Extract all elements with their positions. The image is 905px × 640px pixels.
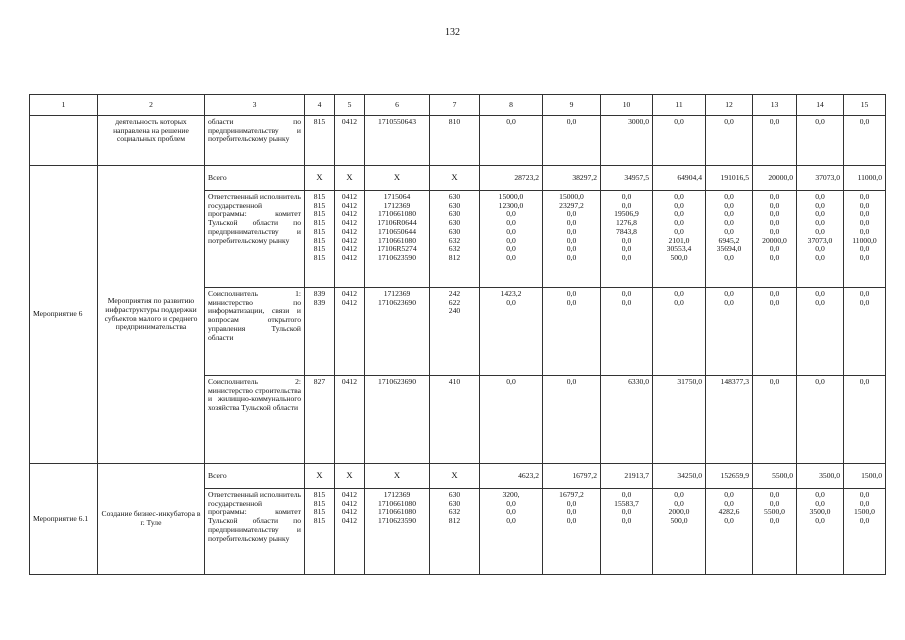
header-cell: 9 (543, 95, 601, 116)
table-cell: 0,0 0,0 0,0 0,0 0,0 11000,0 0,0 0,0 (844, 191, 886, 288)
header-cell: 3 (205, 95, 305, 116)
table-cell: 1710550643 (365, 116, 430, 166)
table-cell: Соисполнитель 1: министерство по информатизации, связи и вопросам открытого управления Тульской области (205, 288, 305, 376)
table-cell: 410 (430, 376, 480, 464)
table-cell (30, 116, 98, 166)
table-cell: 0,0 0,0 2000,0 500,0 (653, 489, 706, 575)
table-cell: 0,0 (706, 116, 753, 166)
table-cell: 0,0 0,0 19506,9 1276,8 7843,8 0,0 0,0 0,0 (601, 191, 653, 288)
table-cell: 0,0 0,0 4282,6 0,0 (706, 489, 753, 575)
table-cell: 3000,0 (601, 116, 653, 166)
table-cell: 0,0 (480, 116, 543, 166)
table-cell: Ответственный исполнитель государственной программы: комитет Тульской области по предпринимательству и потребительскому рынку (205, 191, 305, 288)
table-cell: 38297,2 (543, 166, 601, 191)
table-cell: 815 (305, 116, 335, 166)
header-cell: 8 (480, 95, 543, 116)
table-cell: 0412 0412 (335, 288, 365, 376)
table-cell: 0,0 (753, 376, 797, 464)
table-cell: 0,0 0,0 0,0 0,0 0,0 37073,0 0,0 0,0 (797, 191, 844, 288)
table-cell: 242 622 240 (430, 288, 480, 376)
table-cell: 15000,0 23297,2 0,0 0,0 0,0 0,0 0,0 0,0 (543, 191, 601, 288)
header-cell: 14 (797, 95, 844, 116)
table-cell: 6330,0 (601, 376, 653, 464)
table-cell: X (365, 464, 430, 489)
table-cell: X (305, 166, 335, 191)
header-cell: 13 (753, 95, 797, 116)
table-cell: 630 630 632 812 (430, 489, 480, 575)
table-cell: 0,0 (480, 376, 543, 464)
table-cell: 1423,2 0,0 (480, 288, 543, 376)
table-cell: 16797,2 0,0 0,0 0,0 (543, 489, 601, 575)
table-cell: 815 815 815 815 (305, 489, 335, 575)
header-cell: 4 (305, 95, 335, 116)
table-cell: X (430, 166, 480, 191)
table-cell: 37073,0 (797, 166, 844, 191)
event-description: Мероприятия по развитию инфраструктуры поддержки субъектов малого и среднего предпринимательства (98, 166, 205, 464)
table-cell: 1712369 1710661080 1710661080 1710623590 (365, 489, 430, 575)
budget-table (29, 94, 886, 575)
header-cell: 7 (430, 95, 480, 116)
table-cell: 1500,0 (844, 464, 886, 489)
table-cell: 21913,7 (601, 464, 653, 489)
table-cell: 0,0 (844, 116, 886, 166)
header-cell: 1 (30, 95, 98, 116)
table-cell: 0,0 0,0 (797, 288, 844, 376)
table-cell: 16797,2 (543, 464, 601, 489)
table-cell: 34957,5 (601, 166, 653, 191)
table-cell: 0412 0412 0412 0412 0412 0412 0412 0412 (335, 191, 365, 288)
table-cell: 815 815 815 815 815 815 815 815 (305, 191, 335, 288)
table-cell: 0,0 0,0 0,0 0,0 0,0 2101,0 30553,4 500,0 (653, 191, 706, 288)
table-cell: 839 839 (305, 288, 335, 376)
table-cell: 0,0 (653, 116, 706, 166)
table-cell: области по предпринимательству и потребительскому рынку (205, 116, 305, 166)
table-cell: 0412 (335, 116, 365, 166)
table-cell: 64904,4 (653, 166, 706, 191)
table-cell: 0,0 0,0 (706, 288, 753, 376)
table-cell: 11000,0 (844, 166, 886, 191)
table-cell: 0,0 (543, 376, 601, 464)
table-cell: 1712369 1710623690 (365, 288, 430, 376)
table-cell: 0,0 (753, 116, 797, 166)
table-cell: 810 (430, 116, 480, 166)
table-cell: X (335, 166, 365, 191)
table-row (30, 464, 886, 489)
table-cell: 0,0 15583,7 0,0 0,0 (601, 489, 653, 575)
table-cell: 15000,0 12300,0 0,0 0,0 0,0 0,0 0,0 0,0 (480, 191, 543, 288)
page-number: 132 (445, 27, 460, 38)
table-cell: Всего (205, 464, 305, 489)
table-cell: 191016,5 (706, 166, 753, 191)
table-row (30, 116, 886, 166)
table-cell: 0,0 0,0 0,0 0,0 0,0 20000,0 0,0 0,0 (753, 191, 797, 288)
table-cell: 3200, 0,0 0,0 0,0 (480, 489, 543, 575)
table-cell: 0,0 0,0 5500,0 0,0 (753, 489, 797, 575)
header-cell: 6 (365, 95, 430, 116)
table-cell: 1710623690 (365, 376, 430, 464)
table-cell: 0,0 (543, 116, 601, 166)
table-cell: X (305, 464, 335, 489)
table-cell: 0412 (335, 376, 365, 464)
table-cell: Соисполнитель 2: министерство строительства и жилищно-коммунального хозяйства Тульской области (205, 376, 305, 464)
table-cell: 0,0 0,0 0,0 0,0 0,0 6945,2 35694,0 0,0 (706, 191, 753, 288)
table-cell: 0,0 0,0 (753, 288, 797, 376)
table-cell: 0,0 (797, 116, 844, 166)
table-cell: 0,0 0,0 (653, 288, 706, 376)
table-cell: 0,0 0,0 (844, 288, 886, 376)
table-cell: 0,0 0,0 (601, 288, 653, 376)
header-cell: 2 (98, 95, 205, 116)
table-row (30, 166, 886, 191)
table-cell: деятельность которых направлена на решение социальных проблем (98, 116, 205, 166)
header-row (30, 95, 886, 116)
table-cell: X (430, 464, 480, 489)
table-cell: 152659,9 (706, 464, 753, 489)
table-cell: 0,0 (844, 376, 886, 464)
table-cell: 0,0 (797, 376, 844, 464)
table-cell: 3500,0 (797, 464, 844, 489)
table-cell: 31750,0 (653, 376, 706, 464)
event-name: Мероприятие 6 (30, 166, 98, 464)
header-cell: 11 (653, 95, 706, 116)
table-cell: Ответственный исполнитель государственной программы: комитет Тульской области по предпринимательству и потребительскому рынку (205, 489, 305, 575)
header-cell: 10 (601, 95, 653, 116)
table-cell: Всего (205, 166, 305, 191)
table-cell: 28723,2 (480, 166, 543, 191)
header-cell: 5 (335, 95, 365, 116)
event-name: Мероприятие 6.1 (30, 464, 98, 575)
table-cell: 20000,0 (753, 166, 797, 191)
table-cell: 1715064 1712369 1710661080 17106R0644 1710650644 1710661080 17106R5274 1710623590 (365, 191, 430, 288)
table-cell: 4623,2 (480, 464, 543, 489)
header-cell: 12 (706, 95, 753, 116)
table-cell: 827 (305, 376, 335, 464)
table-cell: 0,0 0,0 1500,0 0,0 (844, 489, 886, 575)
table-cell: 0,0 0,0 3500,0 0,0 (797, 489, 844, 575)
table-cell: 0,0 0,0 (543, 288, 601, 376)
table-cell: 0412 0412 0412 0412 (335, 489, 365, 575)
table-cell: 34250,0 (653, 464, 706, 489)
table-cell: 630 630 630 630 630 632 632 812 (430, 191, 480, 288)
event-description: Создание бизнес-инкубатора в г. Туле (98, 464, 205, 575)
header-cell: 15 (844, 95, 886, 116)
table-cell: 148377,3 (706, 376, 753, 464)
table-cell: X (335, 464, 365, 489)
table-cell: X (365, 166, 430, 191)
table-cell: 5500,0 (753, 464, 797, 489)
